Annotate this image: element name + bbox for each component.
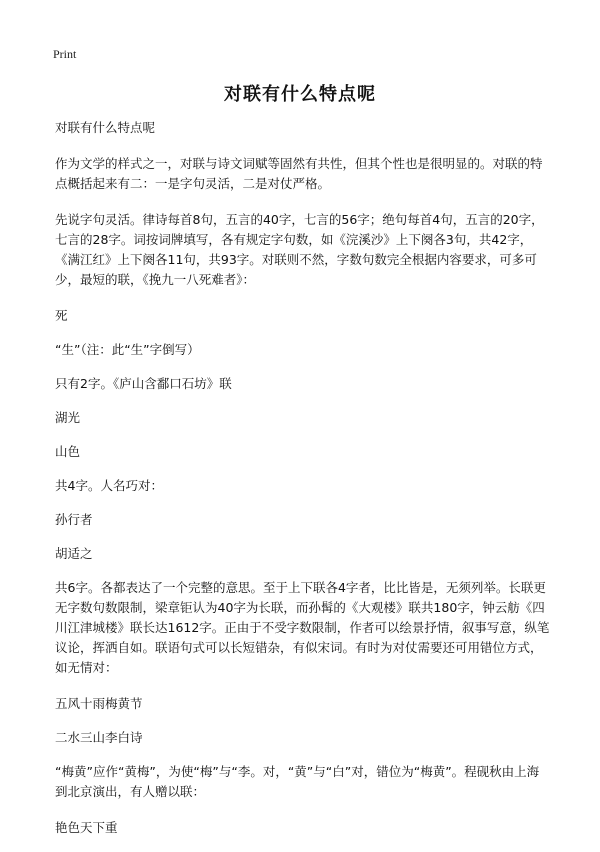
paragraph: 五风十雨梅黄节 [55, 696, 143, 711]
page-title: 对联有什么特点呢 [224, 84, 376, 105]
paragraph: 共6字。各都表达了一个完整的意思。至于上下联各4字者，比比皆是，无须列举。长联更无字数句数限制，梁章钜认为40字为长联，而孙髯的《大观楼》联共180字，钟云舫《四川江津城楼》联长达1612字。正由于不受字数限制，作者可以绘景抒情，叙事写意，纵笔议论，挥洒自如。联语句式可以长短错杂，有似宋词。有时为对仗需要还可用错位方式，如无情对： [55, 580, 550, 675]
paragraph: 湖光 [55, 410, 81, 425]
paragraph: 山色 [55, 444, 81, 459]
paragraph: 对联有什么特点呢 [55, 120, 156, 135]
paragraph: 作为文学的样式之一，对联与诗文词赋等固然有共性，但其个性也是很明显的。对联的特点概括起来有二：一是字句灵活，二是对仗严格。 [55, 156, 543, 191]
paragraph: 孙行者 [55, 512, 93, 527]
print-link[interactable]: Print [53, 47, 77, 61]
paragraph: 先说字句灵活。律诗每首8句，五言的40字，七言的56字；绝句每首4句，五言的20字，七言的28字。词按词牌填写，各有规定字句数，如《浣溪沙》上下阕各3句，共42字，《满江红》上下阕各11句，共93字。对联则不然，字数句数完全根据内容要求，可多可少，最短的联，《挽九一八死难者》： [55, 212, 544, 287]
paragraph: 艳色天下重 [55, 820, 118, 835]
paragraph: 死 [55, 308, 68, 323]
paragraph: “梅黄”应作“黄梅”，为使“梅”与“李。对，“黄”与“白”对，错位为“梅黄”。程砚秋由上海到北京演出，有人赠以联： [55, 764, 540, 799]
paragraph: 胡适之 [55, 546, 93, 561]
paragraph: “生”（注：此“生”字倒写） [55, 342, 200, 357]
paragraph: 共4字。人名巧对： [55, 478, 163, 493]
paragraph: 只有2字。《庐山含鄱口石坊》联 [55, 376, 232, 391]
article-body [55, 118, 550, 852]
paragraph: 二水三山李白诗 [55, 730, 143, 745]
